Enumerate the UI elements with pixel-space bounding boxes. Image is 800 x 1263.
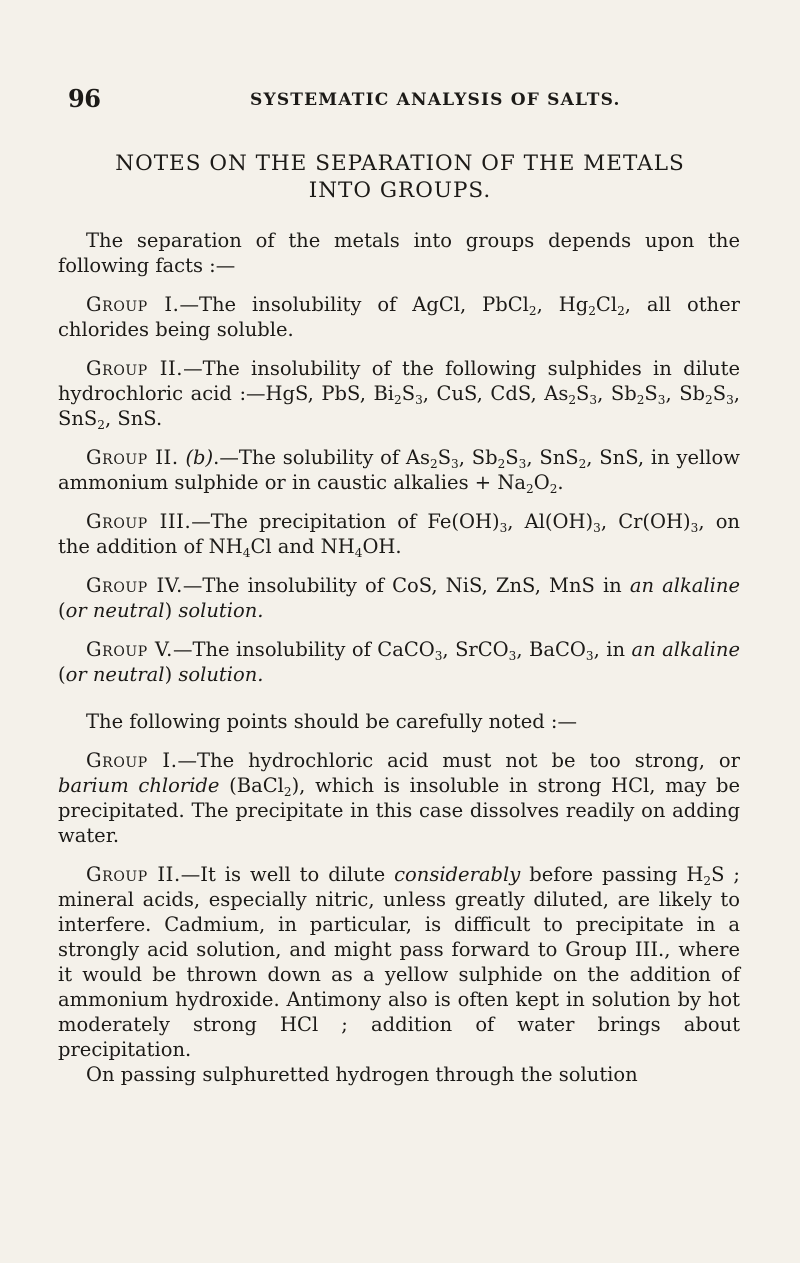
title-line-1: NOTES ON THE SEPARATION OF THE METALS <box>115 151 685 176</box>
fact-group-2: Group II.—The insolubility of the following sulphides in dilute hydrochloric acid :—HgS, PbS, $Bi_2S_3$, CuS, CdS, $As_2S_3$, $Sb_2S_3$, $Sb_2S_3$, SnS$_2$, SnS. <box>58 357 740 432</box>
group-label: Group II. <box>86 863 181 886</box>
fact-group-5: Group V.—The insolubility of CaCO$_3$, SrCO$_3$, BaCO$_3$, in an alkaline (or neutral) solution. <box>58 638 741 686</box>
fact-group-3: Group III.—The precipitation of $Fe(OH)_3$, $Al(OH)_3$, $Cr(OH)_3$, on the addition of $NH_4Cl$ and $NH_4OH$. <box>58 510 740 560</box>
fact-group-4: Group IV.—The insolubility of CoS, NiS, ZnS, MnS in an alkaline (or neutral) solution. <box>58 574 740 622</box>
group-label: Group I. <box>86 749 178 772</box>
group-label: Group IV. <box>86 574 183 597</box>
body-text <box>58 228 740 1087</box>
title-line-2: INTO GROUPS. <box>308 178 492 203</box>
group-label: Group V. <box>86 638 173 661</box>
fact-group-2b: Group II. (b).—The solubility of $As_2S_3$, $Sb_2S_3$, SnS$_2$, SnS, in yellow ammonium sulphide or in caustic alkalies + $Na_2O_2$. <box>58 446 740 496</box>
section-title <box>60 150 740 204</box>
intro-paragraph: The separation of the metals into groups depends upon the following facts :— <box>58 229 740 277</box>
point-group-1: Group I.—The hydrochloric acid must not be too strong, or barium chloride (BaCl$_2$), which is insoluble in strong HCl, may be precipitated. The precipitate in this case dissolves readily on adding water. <box>58 749 740 847</box>
point-continuation: On passing sulphuretted hydrogen through the solution <box>86 1063 638 1086</box>
group-label: Group III. <box>86 510 192 533</box>
group-label: Group I. <box>86 293 180 316</box>
fact-group-1: Group I.—The insolubility of AgCl, PbCl$_2$, $Hg_2Cl_2$, all other chlorides being soluble. <box>58 293 740 341</box>
page-number: 96 <box>68 84 101 113</box>
points-intro: The following points should be carefully noted :— <box>86 710 578 733</box>
group-label: Group II. <box>86 357 184 380</box>
point-group-2: Group II.—It is well to dilute considerably before passing $H_2S$ ; mineral acids, especially nitric, unless greatly diluted, are likely to interfere. Cadmium, in particular, is difficult to precipitate in a strongly acid solution, and might pass forward to Group III., where it would be thrown down as a yellow sulphide on the addition of ammonium hydroxide. Antimony also is often kept in solution by hot moderately strong HCl ; addition of water brings about precipitation. <box>58 863 741 1061</box>
running-head: SYSTEMATIC ANALYSIS OF SALTS. <box>250 90 621 110</box>
group-label: Group II. <box>86 446 179 469</box>
